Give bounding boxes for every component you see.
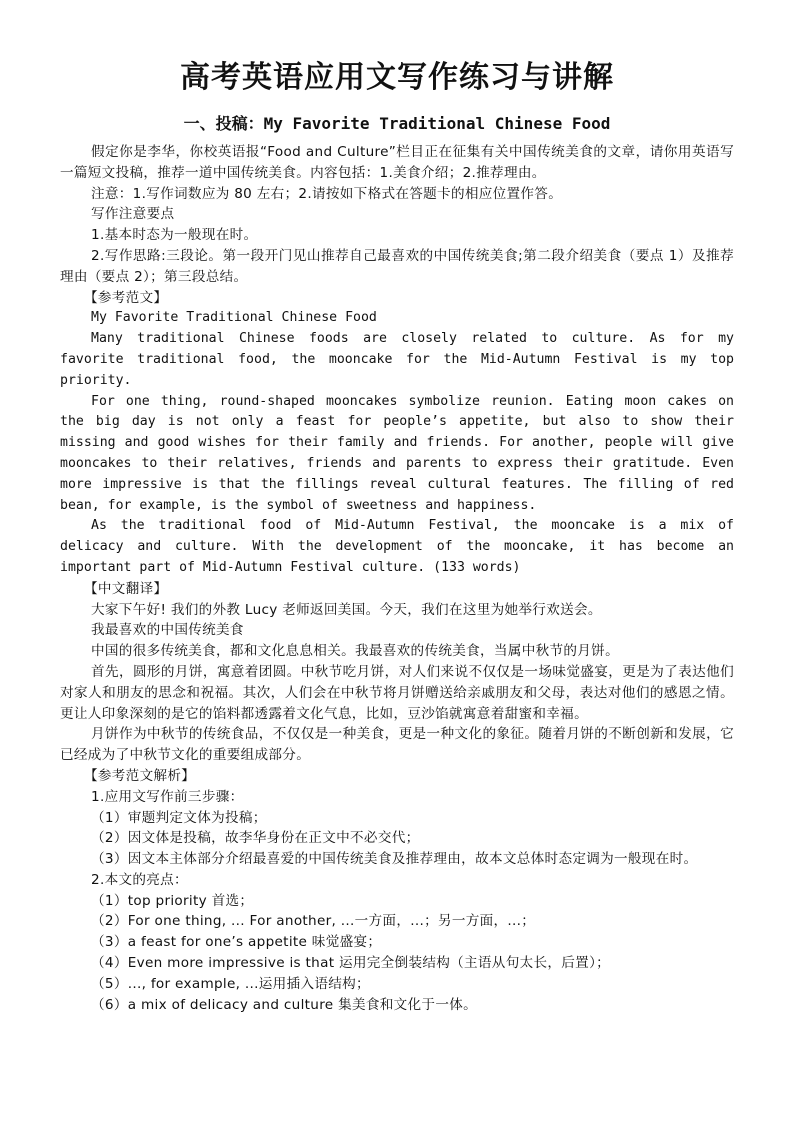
essay-heading: 【参考范文】 — [84, 289, 168, 306]
points-heading: 写作注意要点 — [91, 206, 175, 223]
essay-paragraph-2: For one thing, round-shaped mooncakes symbolize reunion. Eating moon cakes on the big day is not only a feast for people’s appetite, but also to show their missing and good wishes for their family and friends. For another, people will give mooncakes to their relatives, friends and parents to express their gratitude. Even more impressive is that the fillings reveal cultural features. The filling of red bean, for example, is the symbol of sweetness and happiness. — [60, 393, 734, 513]
point-2: 2.写作思路:三段论。第一段开门见山推荐自己最喜欢的中国传统美食;第二段介绍美食（要点 1）及推荐理由（要点 2）；第三段总结。 — [60, 247, 734, 285]
analysis-step-heading: 1.应用文写作前三步骤： — [91, 788, 244, 805]
document-body — [60, 142, 734, 1015]
page-title: 高考英语应用文写作练习与讲解 — [180, 60, 614, 95]
analysis-heading: 【参考范文解析】 — [84, 767, 196, 784]
translation-paragraph-1: 中国的很多传统美食，都和文化息息相关。我最喜欢的传统美食，当属中秋节的月饼。 — [91, 643, 619, 660]
section-subtitle: 一、投稿：My Favorite Traditional Chinese Food — [183, 114, 611, 133]
translation-line-1: 大家下午好! 我们的外教 Lucy 老师返回美国。今天，我们在这里为她举行欢送会。 — [91, 601, 602, 618]
translation-paragraph-3: 月饼作为中秋节的传统食品，不仅仅是一种美食，更是一种文化的象征。随着月饼的不断创新和发展，它已经成为了中秋节文化的重要组成部分。 — [60, 726, 734, 764]
analysis-step-2: （2）因文体是投稿，故李华身份在正文中不必交代； — [91, 830, 420, 847]
analysis-step-3: （3）因文本主体部分介绍最喜爱的中国传统美食及推荐理由，故本文总体时态定调为一般现在时。 — [91, 851, 698, 868]
highlight-2: （2）For one thing, ... For another, ...一方面，...；另一方面，...； — [91, 913, 536, 930]
translation-paragraph-2: 首先，圆形的月饼，寓意着团圆。中秋节吃月饼，对人们来说不仅仅是一场味觉盛宴，更是为了表达他们对家人和朋友的思念和祝福。其次，人们会在中秋节将月饼赠送给亲戚朋友和父母，表达对他们的感恩之情。更让人印象深刻的是它的馅料都透露着文化气息，比如，豆沙馅就寓意着甜蜜和幸福。 — [60, 663, 734, 722]
highlight-6: （6）a mix of delicacy and culture 集美食和文化于一体。 — [91, 996, 478, 1013]
analysis-step-1: （1）审题判定文体为投稿； — [91, 809, 267, 826]
highlight-4: （4）Even more impressive is that 运用完全倒装结构（主语从句太长，后置）； — [91, 955, 611, 972]
translation-title: 我最喜欢的中国传统美食 — [91, 622, 244, 639]
translation-heading: 【中文翻译】 — [84, 580, 168, 597]
essay-paragraph-1: Many traditional Chinese foods are closely related to culture. As for my favorite traditional food, the mooncake for the Mid-Autumn Festival is my top priority. — [60, 331, 734, 388]
task-note: 注意：1.写作词数应为 80 左右；2.请按如下格式在答题卡的相应位置作答。 — [91, 185, 563, 202]
highlight-3: （3）a feast for one’s appetite 味觉盛宴； — [91, 934, 382, 951]
highlight-1: （1）top priority 首选； — [91, 892, 254, 909]
essay-title: My Favorite Traditional Chinese Food — [91, 310, 377, 326]
point-1: 1.基本时态为一般现在时。 — [91, 227, 258, 244]
highlights-heading: 2.本文的亮点： — [91, 871, 188, 888]
essay-paragraph-3: As the traditional food of Mid-Autumn Festival, the mooncake is a mix of delicacy and culture. With the development of the mooncake, it has become an important part of Mid-Autumn Festival culture. (133 words) — [60, 518, 734, 575]
task-prompt: 假定你是李华，你校英语报“Food and Culture”栏目正在征集有关中国传统美食的文章，请你用英语写一篇短文投稿，推荐一道中国传统美食。内容包括：1.美食介绍；2.推荐理由。 — [60, 144, 734, 181]
highlight-5: （5）..., for example, ...运用插入语结构； — [91, 975, 370, 992]
